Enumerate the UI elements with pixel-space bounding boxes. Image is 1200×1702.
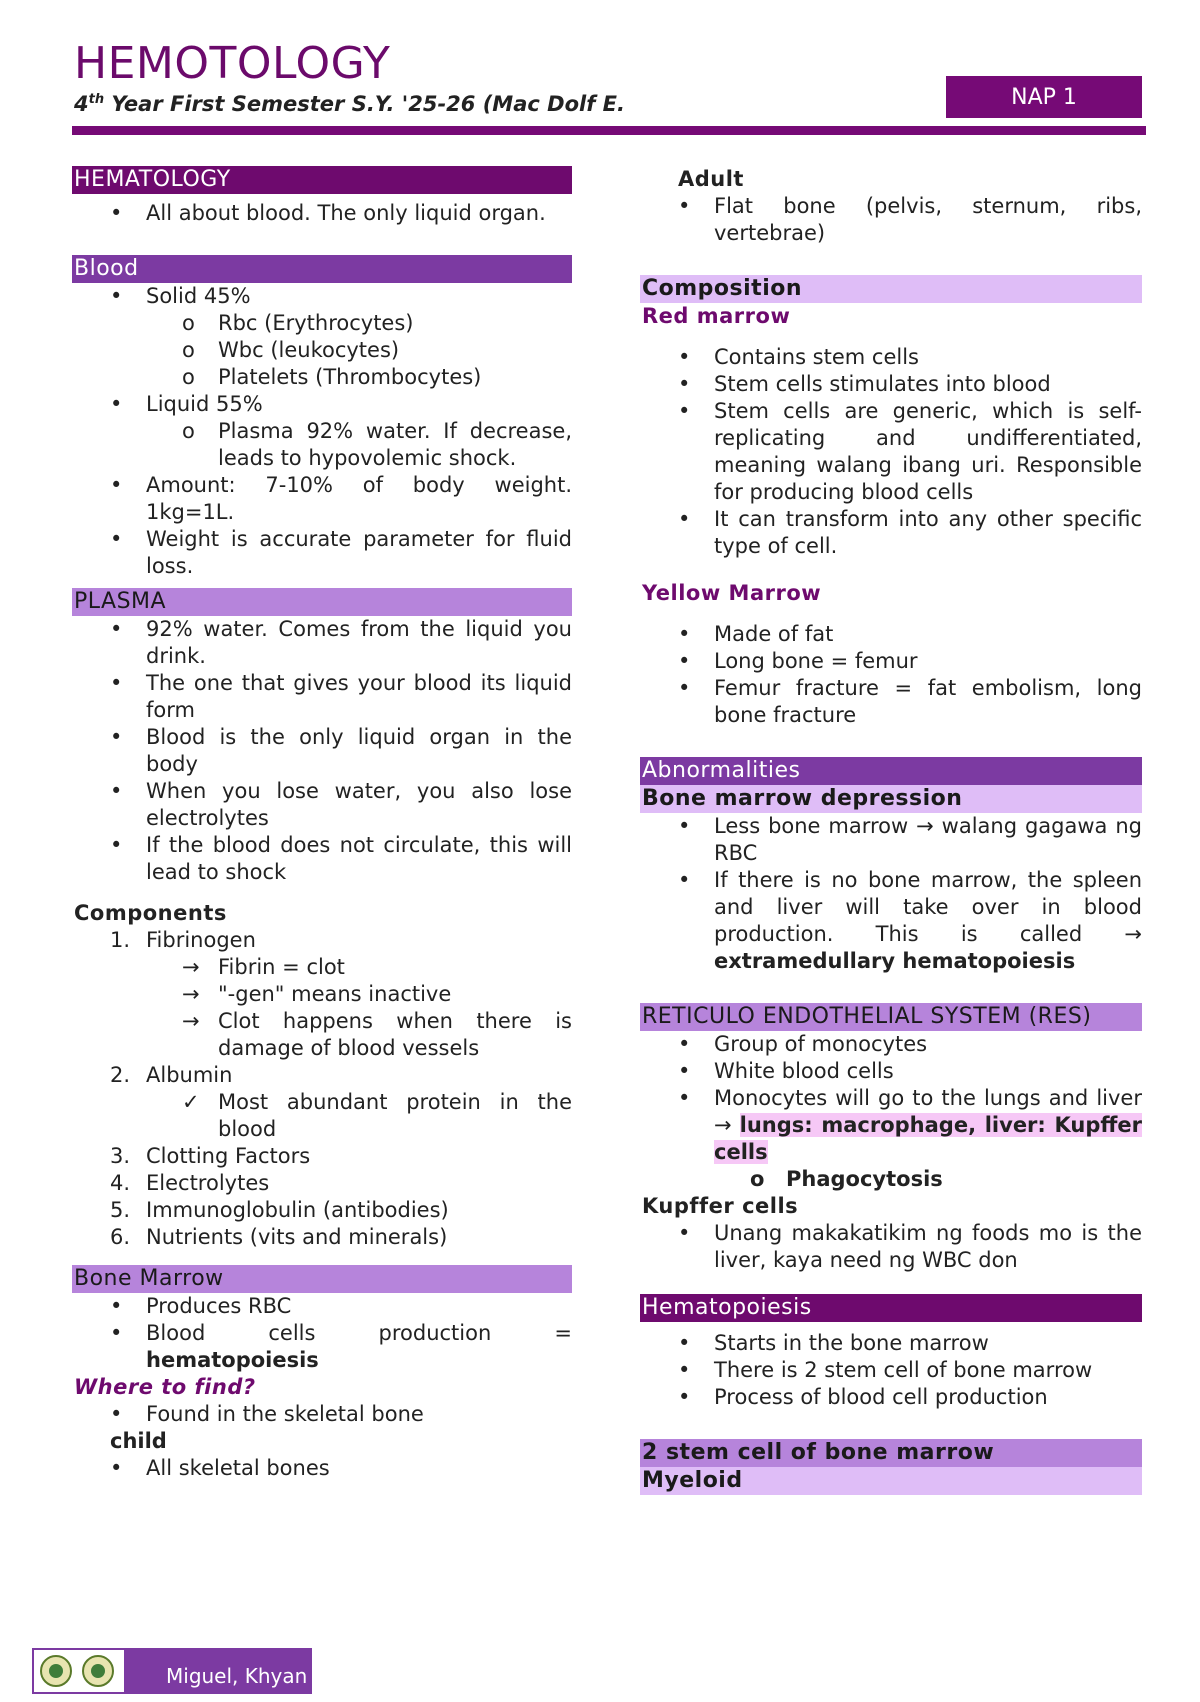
adult-heading: Adult [678,167,744,191]
sub-list-item: ✓ Most abundant protein in the blood [182,1090,572,1141]
section-heading-res: RETICULO ENDOTHELIAL SYSTEM (RES) [640,1003,1142,1031]
where-to-find-heading: Where to find? [74,1375,256,1399]
list-item: • Starts in the bone marrow [640,1330,1142,1357]
section-heading-blood: Blood [72,255,572,283]
list-item: • Long bone = femur [640,648,1142,675]
list-item: • Less bone marrow → walang gagawa ng RBC [640,813,1142,867]
list-item: • All about blood. The only liquid organ. [72,200,572,227]
yellow-marrow-heading: Yellow Marrow [642,581,822,605]
list-item: • Stem cells stimulates into blood [640,371,1142,398]
section-heading-hematology: HEMATOLOGY [72,166,572,194]
list-item: • Amount: 7-10% of body weight. 1kg=1L. [72,472,572,526]
list-item: • Blood cells production = hematopoiesis [72,1320,572,1374]
left-column [72,166,572,1482]
nap-badge: NAP 1 [946,76,1142,118]
list-item: • Liquid 55% [72,391,572,418]
footer-badge [32,1648,312,1694]
list-item: • If the blood does not circulate, this will lead to shock [72,832,572,886]
components-heading: Components [74,901,227,925]
numbered-item: 1. Fibrinogen [110,928,256,952]
list-item: • Contains stem cells [640,344,1142,371]
list-item: • White blood cells [640,1058,1142,1085]
sub-list-item: o Plasma 92% water. If decrease, leads to hypovolemic shock. [182,419,572,470]
list-item: • Produces RBC [72,1293,572,1320]
myeloid-heading: Myeloid [640,1467,1142,1495]
list-item: • Unang makakatikim ng foods mo is the liver, kaya need ng WBC don [640,1220,1142,1274]
sub-list-item: → "-gen" means inactive [182,982,452,1006]
sub-list-item: o Phagocytosis [750,1167,943,1191]
kupffer-heading: Kupffer cells [642,1194,799,1218]
section-heading-hematopoiesis: Hematopoiesis [640,1294,1142,1322]
check-icon: ✓ [182,1090,200,1114]
numbered-item: 6. Nutrients (vits and minerals) [110,1225,448,1249]
numbered-item: 5. Immunoglobulin (antibodies) [110,1198,449,1222]
list-item: • Made of fat [640,621,1142,648]
list-item: • The one that gives your blood its liquid form [72,670,572,724]
list-item: • If there is no bone marrow, the spleen and liver will take over in blood production. This is called → extramedullary hematopoiesis [640,867,1142,975]
numbered-item: 2. Albumin [110,1063,233,1087]
numbered-item: 4. Electrolytes [110,1171,270,1195]
red-marrow-heading: Red marrow [642,304,791,328]
list-item: • Weight is accurate parameter for fluid loss. [72,526,572,580]
list-item: • Stem cells are generic, which is self-replicating and undifferentiated, meaning walang ibang uri. Responsible for producing blood cells [640,398,1142,506]
list-item: • Blood is the only liquid organ in the body [72,724,572,778]
section-heading-bone-marrow: Bone Marrow [72,1265,572,1293]
header-rule [72,126,1146,135]
school-seal-icon [40,1655,72,1687]
list-item: • Solid 45% [72,283,572,310]
numbered-item: 3. Clotting Factors [110,1144,311,1168]
sub-list-item: o Platelets (Thrombocytes) [182,365,482,389]
list-item: • It can transform into any other specific type of cell. [640,506,1142,560]
sub-list-item: o Wbc (leukocytes) [182,338,400,362]
list-item: • All skeletal bones [72,1455,572,1482]
list-item: • 92% water. Comes from the liquid you drink. [72,616,572,670]
section-heading-composition: Composition [640,275,1142,303]
college-seal-icon [82,1655,114,1687]
sub-list-item: → Clot happens when there is damage of blood vessels [182,1009,572,1060]
list-item: • Found in the skeletal bone [72,1401,572,1428]
list-item: • Process of blood cell production [640,1384,1142,1411]
list-item: • Monocytes will go to the lungs and liver → lungs: macrophage, liver: Kupffer cells [640,1085,1142,1166]
list-item: • Femur fracture = fat embolism, long bone fracture [640,675,1142,729]
section-heading-abnormalities: Abnormalities [640,757,1142,785]
section-heading-plasma: PLASMA [72,588,572,616]
document-title: HEMOTOLOGY [74,38,391,89]
list-item: • There is 2 stem cell of bone marrow [640,1357,1142,1384]
list-item: • Flat bone (pelvis, sternum, ribs, vertebrae) [640,193,1142,247]
document-subtitle: 4th Year First Semester S.Y. '25-26 (Mac Dolf E. [74,92,625,116]
child-label: child [110,1429,167,1453]
sub-list-item: o Rbc (Erythrocytes) [182,311,414,335]
author-name: Miguel, Khyan [124,1650,310,1692]
section-heading-stem-cell: 2 stem cell of bone marrow [640,1439,1142,1467]
bone-marrow-depression-heading: Bone marrow depression [640,785,1142,813]
sub-list-item: → Fibrin = clot [182,955,345,979]
list-item: • When you lose water, you also lose electrolytes [72,778,572,832]
list-item: • Group of monocytes [640,1031,1142,1058]
right-column [640,166,1142,1495]
